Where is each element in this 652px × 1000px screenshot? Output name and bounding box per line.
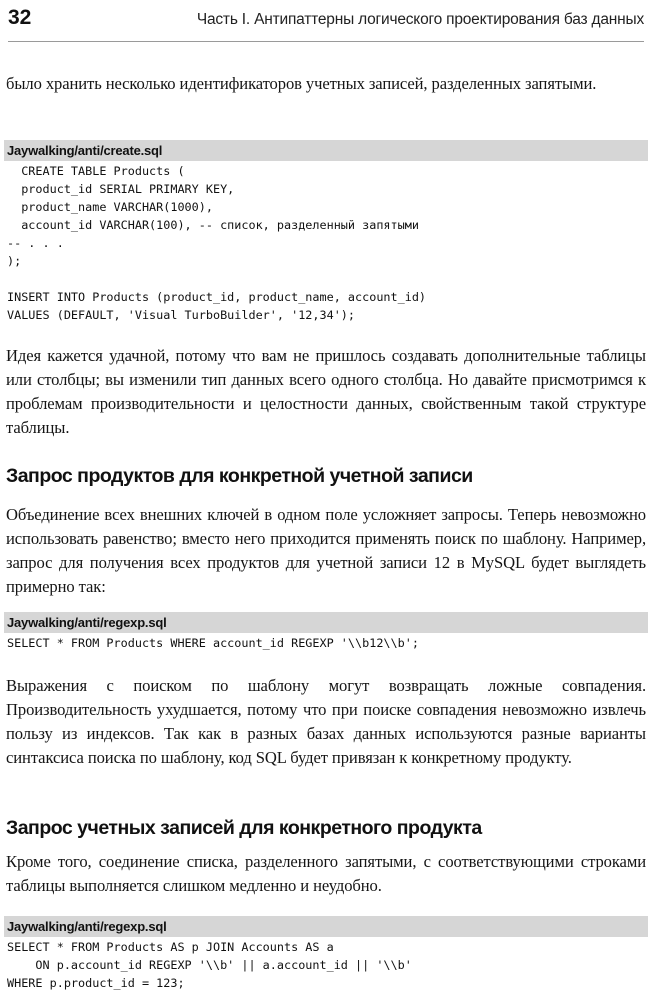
body-text: Объединение всех внешних ключей в одном поле усложняет запросы. Теперь невозможно использовать равенство; вместо него приходится применять поиск по шаблону. Например, запрос для получения всех продуктов для учетной записи 12 в MySQL будет выглядеть примерно так: bbox=[6, 505, 646, 596]
listing-caption-regexp-join-sql: Jaywalking/anti/regexp.sql bbox=[4, 916, 648, 937]
page-number: 32 bbox=[8, 6, 32, 29]
listing-caption-create-sql: Jaywalking/anti/create.sql bbox=[4, 140, 648, 161]
running-title: Часть I. Антипаттерны логического проектирования баз данных bbox=[196, 11, 644, 28]
paragraph-idea bbox=[6, 344, 646, 440]
body-text: было хранить несколько идентификаторов учетных записей, разделенных запятыми. bbox=[6, 74, 597, 93]
body-text: Кроме того, соединение списка, разделенного запятыми, с соответствующими строками таблицы выполняется слишком медленно и неудобно. bbox=[6, 852, 646, 895]
paragraph-intro-continuation bbox=[6, 72, 646, 96]
section-heading-products-query bbox=[6, 465, 646, 488]
paragraph-products-query bbox=[6, 503, 646, 599]
page-header bbox=[8, 4, 644, 40]
section-heading: Запрос продуктов для конкретной учетной записи bbox=[6, 465, 473, 487]
body-text: Идея кажется удачной, потому что вам не пришлось создавать дополнительные таблицы или столбцы; вы изменили тип данных всего одного столбца. Но давайте присмотримся к проблемам производительности и целостности данных, свойственным такой структуре таблицы. bbox=[6, 346, 646, 437]
code-listing-regexp-join-sql: SELECT * FROM Products AS p JOIN Accounts AS a ON p.account_id REGEXP '\\b' || a.account_id || '\\b' WHERE p.product_id = 123; bbox=[7, 940, 412, 990]
paragraph-accounts-query bbox=[6, 850, 646, 898]
section-heading-accounts-query bbox=[6, 817, 646, 840]
listing-caption-regexp-sql: Jaywalking/anti/regexp.sql bbox=[4, 612, 648, 633]
code-listing-regexp-sql: SELECT * FROM Products WHERE account_id REGEXP '\\b12\\b'; bbox=[7, 636, 419, 650]
paragraph-regexp-issues bbox=[6, 674, 646, 770]
section-heading: Запрос учетных записей для конкретного продукта bbox=[6, 817, 482, 839]
code-listing-create-sql: CREATE TABLE Products ( product_id SERIAL PRIMARY KEY, product_name VARCHAR(1000), account_id VARCHAR(100), -- список, разделенный запятыми -- . . . ); INSERT INTO Products (product_id, product_name, account_id) VALUES (DEFAULT, 'Visual TurboBuilder', '12,34'); bbox=[7, 164, 427, 322]
header-divider bbox=[8, 41, 644, 42]
body-text: Выражения с поиском по шаблону могут возвращать ложные совпадения. Производительность ухудшается, потому что при поиске совпадения невозможно извлечь пользу из индексов. Так как в разных базах данных используются разные варианты синтаксиса поиска по шаблону, код SQL будет привязан к конкретному продукту. bbox=[6, 676, 646, 767]
